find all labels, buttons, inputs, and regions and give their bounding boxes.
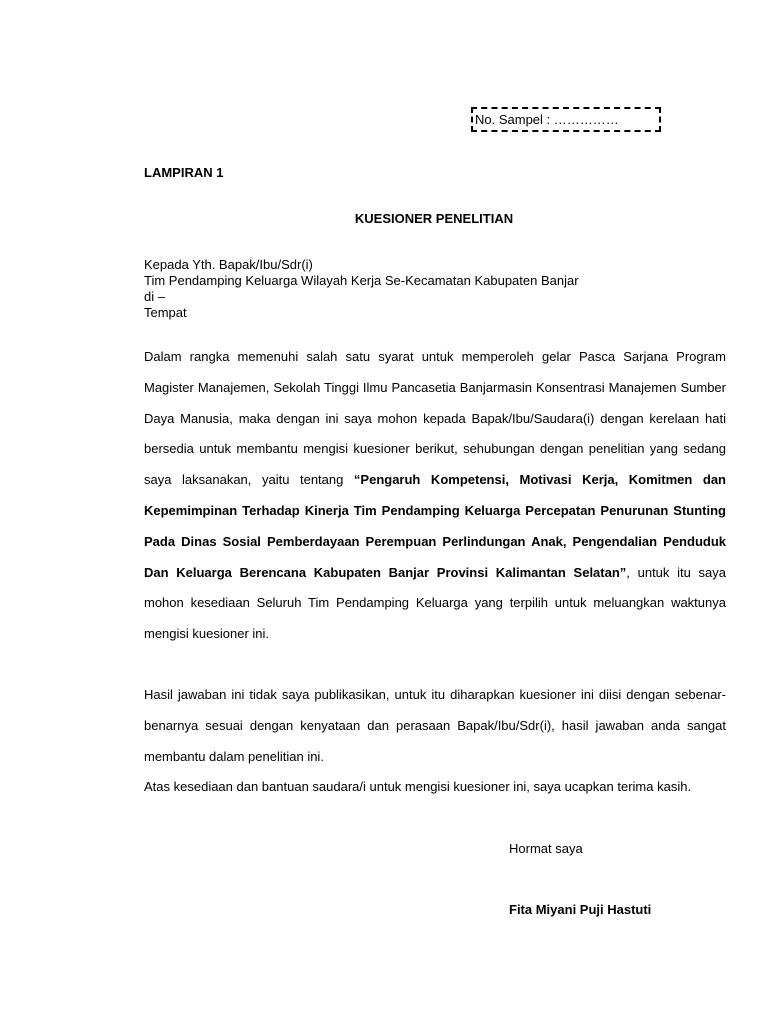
- document-title: KUESIONER PENELITIAN: [354, 211, 514, 226]
- signer-name: Fita Miyani Puji Hastuti: [509, 902, 652, 917]
- research-title: “Pengaruh Kompetensi, Motivasi Kerja, Komitmen dan Kepemimpinan Terhadap Kinerja Tim Pendamping Keluarga Percepatan Penurunan Stunting Pada Dinas Sosial Pemberdayaan Perempuan Perlindungan Anak, Pengendalian Penduduk Dan Keluarga Berencana Kabupaten Banjar Provinsi Kalimantan Selatan”: [144, 472, 727, 580]
- address-line-1: Kepada Yth. Bapak/Ibu/Sdr(i): [144, 257, 313, 272]
- intro-text: Dalam rangka memenuhi salah satu syarat untuk memperoleh gelar Pasca Sarjana Program Magister Manajemen, Sekolah Tinggi Ilmu Pancasetia Banjarmasin Konsentrasi Manajemen Sumber Daya Manusia, maka dengan ini saya mohon kepada Bapak/Ibu/Saudara(i) dengan kerelaan hati bersedia untuk membantu mengisi kuesioner berikut, sehubungan dengan penelitian yang sedang saya laksanakan, yaitu tentang: [144, 349, 726, 488]
- thanks-paragraph: Atas kesediaan dan bantuan saudara/i untuk mengisi kuesioner ini, saya ucapkan terima kasih.: [144, 779, 692, 794]
- sample-number-label: No. Sampel : ……………: [475, 112, 619, 127]
- intro-outro-text: , untuk itu saya mohon kesediaan Seluruh Tim Pendamping Keluarga yang terpilih untuk meluangkan waktunya mengisi kuesioner ini.: [144, 564, 726, 642]
- address-line-2: Tim Pendamping Keluarga Wilayah Kerja Se-Kecamatan Kabupaten Banjar: [144, 273, 579, 288]
- recipient-address: [144, 257, 579, 321]
- intro-paragraph: [144, 342, 726, 650]
- address-line-3: di –: [144, 289, 165, 304]
- attachment-heading: LAMPIRAN 1: [144, 165, 224, 180]
- address-line-4: Tempat: [144, 305, 187, 320]
- confidentiality-paragraph: Hasil jawaban ini tidak saya publikasikan, untuk itu diharapkan kuesioner ini diisi dengan sebenar-benarnya sesuai dengan kenyataan dan perasaan Bapak/Ibu/Sdr(i), hasil jawaban anda sangat membantu dalam penelitian ini.: [144, 687, 726, 764]
- sample-number-box: [471, 107, 661, 132]
- closing-salutation: Hormat saya: [509, 841, 583, 856]
